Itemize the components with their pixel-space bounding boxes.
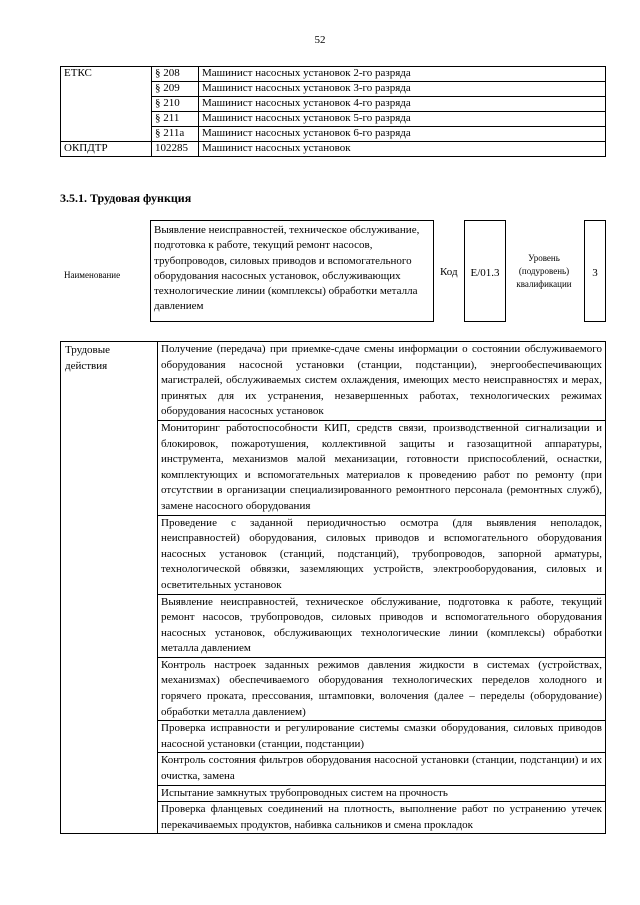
etks-title: Машинист насосных установок 6-го разряда [199,127,606,142]
labor-action-item: Контроль состояния фильтров оборудования насосной установки (станции, подстанции) и их очистка, замена [158,753,606,785]
etks-title: Машинист насосных установок 4-го разряда [199,97,606,112]
page-number: 52 [314,34,326,46]
etks-code: § 211 [152,112,199,127]
qualification-level-box: 3 [584,220,606,322]
labor-action-item: Мониторинг работоспособности КИП, средств связи, производственной сигнализации и блокировок, пожаротушения, коллективной защиты и газозащитной аппаратуры, инструмента, механизмов малой механизации, готовности приспособлений, оснастки, комплектующих и вспомогательных материалов к проведению работ по ремонту (при отсутствии в организации специализированного ремонтного персонала (ремонтных служб), замене насосного оборудования [158,420,606,515]
labor-action-item: Испытание замкнутых трубопроводных систем на прочность [158,785,606,802]
etks-title: Машинист насосных установок 3-го разряда [199,82,606,97]
etks-code: § 208 [152,67,199,82]
labor-action-item: Проверка исправности и регулирование системы смазки оборудования, силовых приводов насосной установки (станции, подстанции) [158,721,606,753]
etks-label: ЕТКС [61,67,152,142]
section-title: 3.5.1. Трудовая функция [60,191,192,205]
qualification-reference-table [60,66,606,157]
labor-actions-label: Трудовые действия [61,342,158,834]
labor-action-item: Контроль настроек заданных режимов давления жидкости в системах (устройствах, механизмах) обеспечиваемого оборудования технологических переделов холодного и горячего проката, прессования, штамповки, волочения (далее – переделы (оборудование) обработки металла давлением) [158,657,606,720]
labor-action-item: Проверка фланцевых соединений на плотность, выполнение работ по устранению утечек перекачиваемых продуктов, набивка сальников и смена прокладок [158,802,606,834]
table-row [61,342,606,421]
etks-code: § 209 [152,82,199,97]
function-code-box: E/01.3 [464,220,506,322]
etks-code: § 211а [152,127,199,142]
etks-title: Машинист насосных установок 2-го разряда [199,67,606,82]
table-row [61,142,606,157]
table-row [61,67,606,82]
etks-code: § 210 [152,97,199,112]
etks-title: Машинист насосных установок 5-го разряда [199,112,606,127]
okpdtr-title: Машинист насосных установок [199,142,606,157]
labor-actions-table [60,341,606,834]
function-code-label: Код [440,266,458,278]
labor-action-item: Получение (передача) при приемке-сдаче смены информации о состоянии обслуживаемого оборудования насосной установки (станции, подстанции), энергообеспечивающих магистралей, обслуживаемых систем охлаждения, имеющих место неисправностях и мерах, принятых для их устранения, незавершенных работах, технологических режимах оборудования насосных установок [158,342,606,421]
okpdtr-code: 102285 [152,142,199,157]
okpdtr-label: ОКПДТР [61,142,152,157]
function-name-box: Выявление неисправностей, техническое обслуживание, подготовка к работе, текущий ремонт насосов, трубопроводов, силовых приводов и вспомогательного оборудования насосных установок, обслуживающих технологические линии (комплексы) обработки металла давлением [150,220,434,322]
labor-action-item: Проведение с заданной периодичностью осмотра (для выявления неполадок, неисправностей) оборудования, силовых приводов и вспомогательного оборудования насосных установок (станций, подстанций), трубопроводов, запорной арматуры, технологической обвязки, заземляющих устройств, электрооборудования, силовых и осветительных установок [158,515,606,594]
function-name-label: Наименование [64,270,121,280]
qualification-level-label: Уровень (подуровень) квалификации [516,253,572,289]
labor-action-item: Выявление неисправностей, техническое обслуживание, подготовка к работе, текущий ремонт насосов, трубопроводов, силовых приводов и вспомогательного оборудования насосных установок, обслуживающих технологические линии (комплексы) обработки металла давлением [158,594,606,657]
